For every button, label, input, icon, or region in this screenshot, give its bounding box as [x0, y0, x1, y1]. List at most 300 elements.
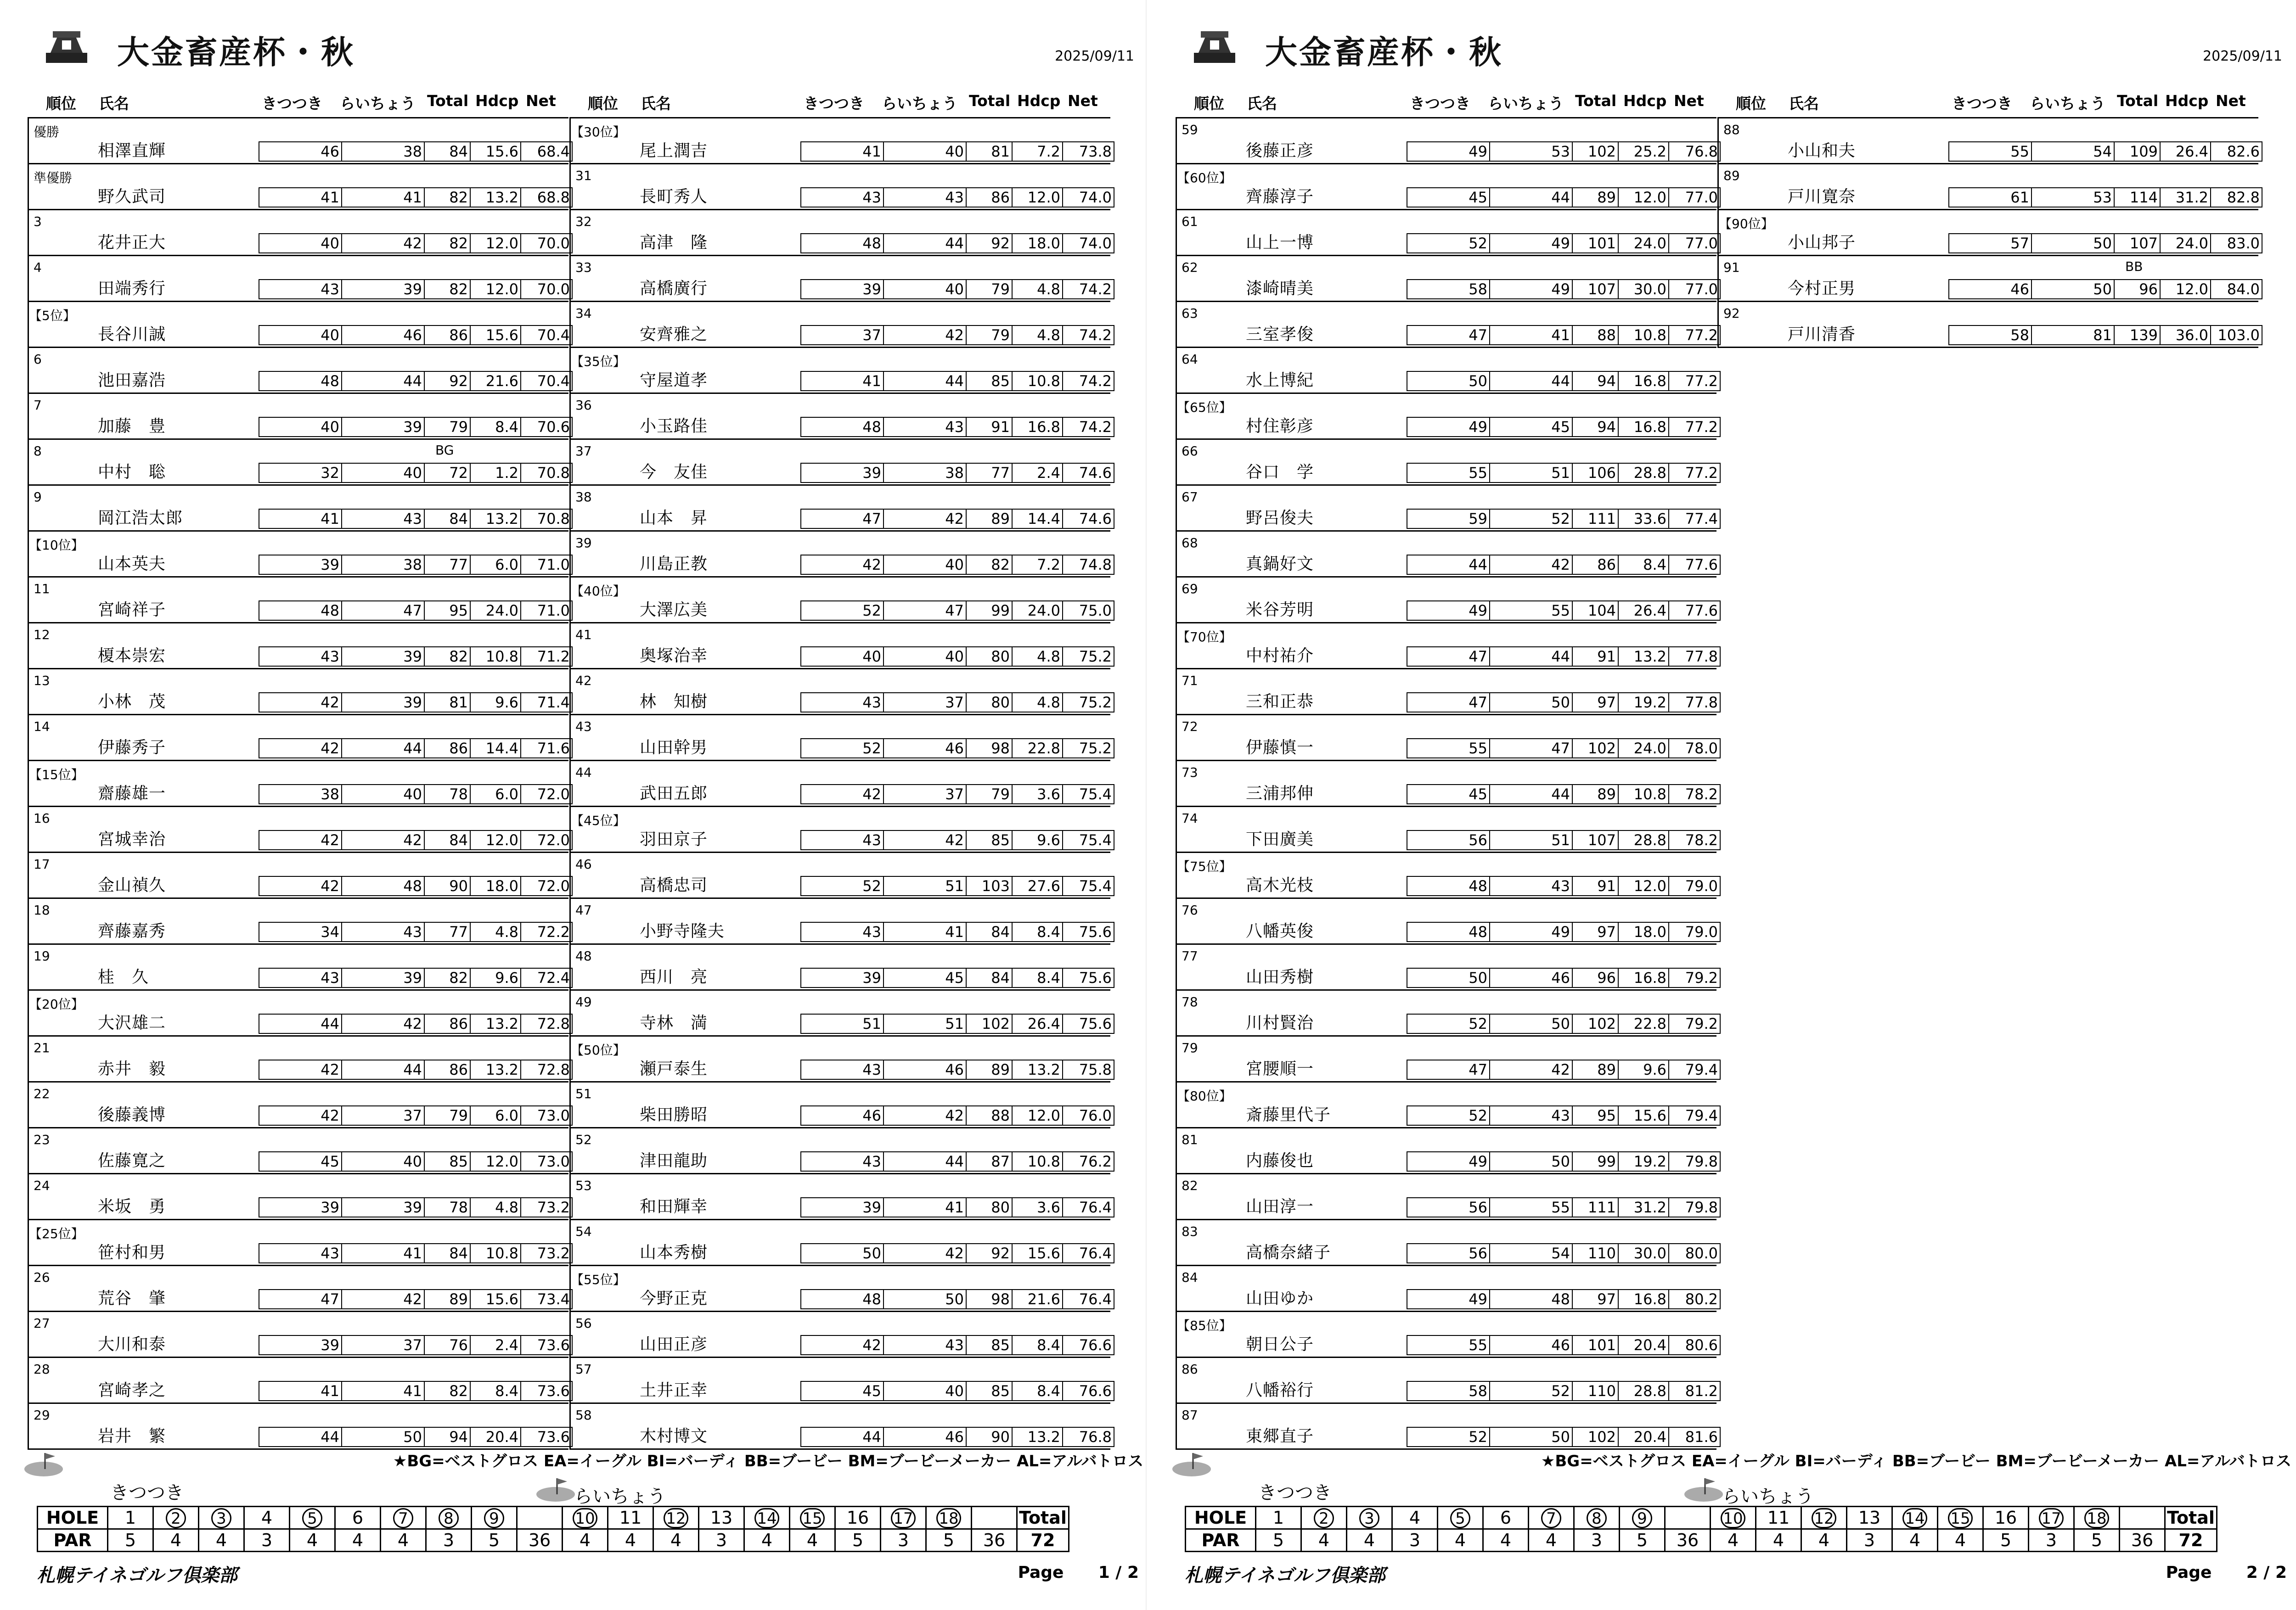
hole-number [563, 1507, 608, 1529]
score-net: 83.0 [2227, 235, 2260, 252]
header-total: Total [969, 92, 1011, 110]
player-name: 戸川寛奈 [1788, 187, 1856, 206]
results-column [1176, 117, 1716, 1450]
header-hdcp: Hdcp [1623, 92, 1667, 110]
score-cells [1948, 325, 2262, 345]
score-cells [259, 1335, 573, 1355]
score-in: 44 [884, 234, 967, 252]
table-row [29, 945, 568, 991]
score-out: 48 [1407, 877, 1490, 895]
score-out: 48 [259, 601, 342, 620]
table-row [1177, 486, 1716, 532]
score-in: 42 [342, 1015, 425, 1033]
table-row [571, 853, 1110, 899]
score-total: 79 [967, 326, 1013, 344]
score-cells [259, 1060, 573, 1080]
hole-number: 16 [1983, 1507, 2029, 1529]
par-table [37, 1506, 1069, 1552]
table-row [29, 807, 568, 853]
rank-label: 【20位】 [29, 997, 84, 1012]
hole-circle: 18 [2084, 1508, 2109, 1528]
score-out: 49 [1407, 1152, 1490, 1171]
table-row [1177, 1128, 1716, 1174]
score-net: 77.4 [1685, 510, 1718, 527]
page-number: 2 / 2 [2246, 1563, 2287, 1582]
table-row [571, 1037, 1110, 1083]
score-in: 43 [342, 923, 425, 941]
table-row [1177, 1220, 1716, 1266]
score-hdcp: 4.8 [471, 1198, 521, 1217]
table-row [29, 761, 568, 807]
score-cells [1407, 1289, 1721, 1309]
score-cells [259, 1151, 573, 1172]
score-in: 51 [1490, 831, 1573, 849]
score-out: 59 [1407, 510, 1490, 528]
hole-par: 3 [881, 1529, 926, 1552]
player-name: 田端秀行 [98, 279, 166, 298]
score-in: 42 [342, 234, 425, 252]
score-cells [800, 1335, 1114, 1355]
score-in: 49 [1490, 280, 1573, 298]
score-hdcp: 15.6 [1013, 1244, 1063, 1262]
score-total: 82 [425, 188, 471, 207]
player-name: 小林 茂 [98, 692, 166, 711]
score-hdcp: 12.0 [1013, 188, 1063, 207]
score-hdcp: 4.8 [1013, 693, 1063, 712]
rank-label: 13 [34, 673, 50, 688]
score-in: 42 [884, 326, 967, 344]
rank-label: 87 [1182, 1408, 1198, 1423]
score-cells [259, 922, 573, 942]
score-hdcp: 13.2 [471, 1060, 521, 1079]
rank-label: 27 [34, 1316, 50, 1331]
table-row [29, 1128, 568, 1174]
score-out: 55 [1407, 739, 1490, 757]
score-total: 111 [1573, 510, 1619, 528]
header-net: Net [1068, 92, 1098, 110]
hole-number [381, 1507, 426, 1529]
results-column [569, 117, 1110, 1450]
table-row [29, 669, 568, 715]
rank-label: 74 [1182, 811, 1198, 826]
page-label: Page [2166, 1563, 2212, 1582]
hole-circle: 15 [800, 1508, 825, 1528]
tournament-title: 大金畜産杯・秋 [117, 34, 355, 71]
table-row [571, 991, 1110, 1037]
rank-label: 69 [1182, 581, 1198, 596]
score-total: 92 [967, 234, 1013, 252]
hole-circle: 8 [1587, 1508, 1607, 1528]
player-name: 伊藤秀子 [98, 738, 166, 757]
score-net: 79.4 [1685, 1061, 1718, 1078]
player-name: 津田龍助 [640, 1151, 708, 1170]
score-in: 39 [342, 418, 425, 436]
player-name: 荒谷 肇 [98, 1289, 166, 1308]
score-cells [1407, 600, 1721, 621]
score-net: 76.4 [1079, 1199, 1112, 1216]
hole-number: 6 [335, 1507, 381, 1529]
score-total: 78 [425, 1198, 471, 1217]
score-hdcp: 6.0 [471, 785, 521, 803]
score-out: 47 [259, 1290, 342, 1308]
score-total: 79 [967, 280, 1013, 298]
score-in: 45 [884, 969, 967, 987]
score-net: 74.0 [1079, 189, 1112, 206]
result-sheet [1166, 0, 2296, 1610]
score-net: 77.0 [1685, 235, 1718, 252]
score-out: 37 [801, 326, 884, 344]
hole-circle: 2 [1314, 1508, 1334, 1528]
player-name: 土井正幸 [640, 1381, 708, 1400]
score-out: 46 [801, 1106, 884, 1125]
table-row [571, 256, 1110, 302]
score-cells [259, 1381, 573, 1401]
score-net: 70.4 [537, 326, 570, 344]
score-out: 48 [801, 234, 884, 252]
hole-number [426, 1507, 472, 1529]
score-out: 47 [1407, 647, 1490, 666]
score-hdcp: 2.4 [1013, 464, 1063, 482]
score-hdcp: 12.0 [471, 280, 521, 298]
score-total: 97 [1573, 923, 1619, 941]
score-cells [800, 1289, 1114, 1309]
table-row [29, 486, 568, 532]
score-in: 50 [884, 1290, 967, 1308]
hole-number [472, 1507, 517, 1529]
player-name: 柴田勝昭 [640, 1105, 708, 1124]
score-cells [1407, 233, 1721, 253]
score-total: 107 [2115, 234, 2161, 252]
score-hdcp: 12.0 [1619, 188, 1669, 207]
score-in: 41 [342, 188, 425, 207]
hole-par: 5 [1983, 1529, 2029, 1552]
player-name: 水上博紀 [1246, 371, 1314, 390]
score-net: 68.8 [537, 189, 570, 206]
score-cells [259, 968, 573, 988]
score-cells [259, 1014, 573, 1034]
rank-label: 36 [575, 398, 592, 413]
rank-label: 67 [1182, 489, 1198, 505]
header-in: らいちょう [2030, 95, 2105, 112]
score-out: 52 [1407, 1015, 1490, 1033]
score-cells [259, 509, 573, 529]
table-row [29, 210, 568, 256]
score-total: 94 [1573, 418, 1619, 436]
score-total: 91 [967, 418, 1013, 436]
score-in: 48 [342, 877, 425, 895]
rank-label: 52 [575, 1132, 592, 1147]
score-net: 74.8 [1079, 556, 1112, 573]
score-hdcp: 30.0 [1619, 280, 1669, 298]
score-out: 55 [1407, 1336, 1490, 1354]
player-name: 岩井 繁 [98, 1427, 166, 1446]
score-out: 42 [259, 693, 342, 712]
header-net: Net [526, 92, 556, 110]
player-name: 斎藤里代子 [1246, 1105, 1331, 1124]
player-name: 漆崎晴美 [1246, 279, 1314, 298]
score-in: 40 [342, 785, 425, 803]
table-row [29, 1404, 568, 1450]
rank-label: 【70位】 [1177, 629, 1232, 645]
trophy-logo-icon [41, 28, 92, 68]
score-net: 103.0 [2217, 326, 2260, 344]
table-row [571, 1312, 1110, 1358]
score-in: 43 [884, 188, 967, 207]
score-cells [800, 463, 1114, 483]
player-name: 加藤 豊 [98, 417, 166, 436]
table-row [1177, 623, 1716, 669]
rank-label: 43 [575, 719, 592, 734]
award-note: BB [2125, 259, 2143, 274]
player-name: 三和正恭 [1246, 692, 1314, 711]
score-total: 139 [2115, 326, 2161, 344]
score-hdcp: 15.6 [471, 326, 521, 344]
hole-par: 4 [381, 1529, 426, 1552]
table-row [29, 899, 568, 945]
player-name: 高木光枝 [1246, 876, 1314, 895]
player-name: 和田輝幸 [640, 1197, 708, 1216]
hole-number [1438, 1507, 1483, 1529]
golf-ball-icon [1683, 1476, 1724, 1505]
page-spacer [2212, 1563, 2246, 1582]
header-rank: 順位 [46, 95, 76, 112]
score-in: 52 [1490, 1382, 1573, 1400]
score-cells [1407, 1427, 1721, 1447]
player-name: 長町秀人 [640, 187, 708, 206]
rank-label: 41 [575, 627, 592, 642]
hole-par: 5 [835, 1529, 881, 1552]
player-name: 小山邦子 [1788, 233, 1856, 252]
table-row [571, 394, 1110, 440]
score-hdcp: 4.8 [471, 923, 521, 941]
score-in: 47 [1490, 739, 1573, 757]
score-in: 43 [884, 418, 967, 436]
score-total: 99 [1573, 1152, 1619, 1171]
score-cells [1407, 1381, 1721, 1401]
score-out: 39 [801, 280, 884, 298]
score-out: 44 [259, 1428, 342, 1446]
rank-label: 【35位】 [571, 354, 626, 369]
rank-label: 83 [1182, 1224, 1198, 1239]
score-out: 52 [1407, 234, 1490, 252]
rank-label: 【50位】 [571, 1043, 626, 1058]
score-total: 78 [425, 785, 471, 803]
hole-number [2074, 1507, 2120, 1529]
score-out: 58 [1407, 280, 1490, 298]
rank-label: 32 [575, 214, 592, 229]
par-table [1185, 1506, 2217, 1552]
player-name: 下田廣美 [1246, 830, 1314, 849]
score-cells [800, 600, 1114, 621]
rank-label: 準優勝 [34, 170, 73, 185]
score-out: 42 [259, 1106, 342, 1125]
score-cells [1948, 141, 2262, 162]
score-cells [1407, 830, 1721, 850]
score-out: 43 [801, 693, 884, 712]
score-out: 46 [1949, 280, 2032, 298]
rank-label: 【80位】 [1177, 1088, 1232, 1104]
score-total: 102 [1573, 1428, 1619, 1446]
table-row [571, 486, 1110, 532]
hole-par: 4 [153, 1529, 199, 1552]
score-net: 78.0 [1685, 740, 1718, 757]
table-row [1177, 1037, 1716, 1083]
score-hdcp: 20.4 [471, 1428, 521, 1446]
score-out: 58 [1407, 1382, 1490, 1400]
hole-number: 4 [1392, 1507, 1438, 1529]
score-hdcp: 28.8 [1619, 1382, 1669, 1400]
score-cells [259, 1197, 573, 1217]
score-in: 49 [1490, 234, 1573, 252]
score-cells [259, 555, 573, 575]
rank-label: 57 [575, 1362, 592, 1377]
player-name: 三浦邦伸 [1246, 784, 1314, 803]
hole-circle: 8 [439, 1508, 459, 1528]
score-net: 79.2 [1685, 1015, 1718, 1032]
player-name: 川村賢治 [1246, 1014, 1314, 1032]
score-net: 72.0 [537, 831, 570, 849]
score-net: 75.8 [1079, 1061, 1112, 1078]
header-name: 氏名 [1247, 95, 1277, 112]
score-cells [800, 187, 1114, 208]
score-hdcp: 21.6 [471, 372, 521, 390]
rank-label: 56 [575, 1316, 592, 1331]
score-net: 77.6 [1685, 602, 1718, 619]
score-total: 82 [425, 280, 471, 298]
score-total: 107 [1573, 831, 1619, 849]
header-total: Total [427, 92, 469, 110]
score-out: 52 [801, 877, 884, 895]
table-row [571, 761, 1110, 807]
score-out: 32 [259, 464, 342, 482]
out-par-sum: 36 [1665, 1529, 1711, 1552]
table-row [1177, 715, 1716, 761]
score-total: 104 [1573, 601, 1619, 620]
rank-label: 【30位】 [571, 124, 626, 140]
score-total: 81 [967, 142, 1013, 161]
score-total: 110 [1573, 1244, 1619, 1262]
score-net: 80.2 [1685, 1290, 1718, 1308]
club-name: 札幌テイネゴルフ倶楽部 [37, 1565, 237, 1586]
score-out: 57 [1949, 234, 2032, 252]
score-in: 46 [1490, 1336, 1573, 1354]
score-net: 76.6 [1079, 1382, 1112, 1400]
player-name: 後藤義博 [98, 1105, 166, 1124]
score-net: 70.6 [537, 418, 570, 436]
score-total: 96 [1573, 969, 1619, 987]
table-row [29, 1174, 568, 1220]
score-total: 90 [425, 877, 471, 895]
player-name: 山田正彦 [640, 1335, 708, 1354]
score-net: 75.4 [1079, 877, 1112, 895]
score-total: 85 [967, 1336, 1013, 1354]
score-in: 55 [1490, 601, 1573, 620]
table-row [571, 1266, 1110, 1312]
rank-label: 22 [34, 1086, 50, 1101]
score-total: 86 [425, 1060, 471, 1079]
score-out: 41 [259, 1382, 342, 1400]
score-hdcp: 3.6 [1013, 1198, 1063, 1217]
table-row [29, 715, 568, 761]
rank-label: 44 [575, 765, 592, 780]
hole-number: 4 [244, 1507, 290, 1529]
golf-ball-icon [535, 1476, 576, 1505]
score-cells [259, 279, 573, 299]
score-in: 37 [884, 693, 967, 712]
score-total: 77 [425, 555, 471, 574]
table-row [1177, 578, 1716, 623]
hole-number [290, 1507, 335, 1529]
score-hdcp: 28.8 [1619, 831, 1669, 849]
score-cells [1407, 876, 1721, 896]
score-net: 79.0 [1685, 877, 1718, 895]
player-name: 小山和夫 [1788, 141, 1856, 160]
score-out: 34 [259, 923, 342, 941]
score-total: 84 [425, 1244, 471, 1262]
hole-number: 1 [108, 1507, 153, 1529]
score-cells [259, 692, 573, 712]
score-cells [800, 830, 1114, 850]
rank-label: 【90位】 [1719, 216, 1774, 231]
score-cells [1407, 279, 1721, 299]
player-name: 高橋廣行 [640, 279, 708, 298]
player-name: 安齊雅之 [640, 325, 708, 344]
score-hdcp: 8.4 [1013, 1336, 1063, 1354]
rank-label: 51 [575, 1086, 592, 1101]
score-net: 70.0 [537, 280, 570, 298]
score-in: 38 [884, 464, 967, 482]
rank-label: 17 [34, 857, 50, 872]
score-hdcp: 21.6 [1013, 1290, 1063, 1308]
score-total: 89 [967, 510, 1013, 528]
hole-circle: 2 [166, 1508, 186, 1528]
score-out: 45 [259, 1152, 342, 1171]
hole-number [1711, 1507, 1756, 1529]
results-column [1717, 117, 2258, 348]
in-par-sum: 36 [972, 1529, 1017, 1552]
rank-label: 54 [575, 1224, 592, 1239]
table-row [1177, 348, 1716, 394]
score-out: 52 [801, 739, 884, 757]
score-in: 50 [1490, 1152, 1573, 1171]
score-total: 85 [967, 1382, 1013, 1400]
score-out: 48 [801, 1290, 884, 1308]
score-in: 54 [2032, 142, 2115, 161]
hole-circle: 10 [1721, 1508, 1745, 1528]
score-hdcp: 18.0 [1013, 234, 1063, 252]
player-name: 尾上潤吉 [640, 141, 708, 160]
table-row [571, 715, 1110, 761]
score-total: 92 [967, 1244, 1013, 1262]
score-hdcp: 24.0 [1619, 234, 1669, 252]
score-hdcp: 12.0 [1013, 1106, 1063, 1125]
score-net: 71.2 [537, 648, 570, 665]
score-cells [1407, 922, 1721, 942]
table-row [1177, 761, 1716, 807]
player-name: 大川和泰 [98, 1335, 166, 1354]
hole-par: 3 [426, 1529, 472, 1552]
hole-number [790, 1507, 835, 1529]
player-name: 齊藤淳子 [1246, 187, 1314, 206]
score-out: 49 [1407, 601, 1490, 620]
score-in: 44 [342, 1060, 425, 1079]
player-name: 池田嘉浩 [98, 371, 166, 390]
score-in: 47 [342, 601, 425, 620]
player-name: 小野寺隆夫 [640, 922, 725, 941]
score-out: 42 [259, 831, 342, 849]
score-out: 40 [259, 326, 342, 344]
score-out: 43 [801, 923, 884, 941]
